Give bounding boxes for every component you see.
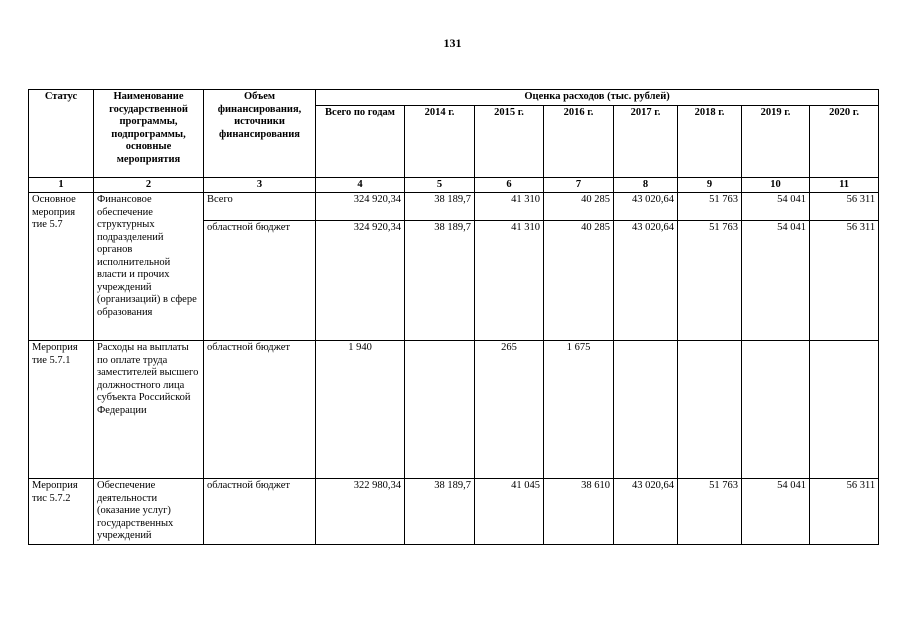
- header-year-2017: 2017 г.: [614, 105, 678, 177]
- row-value-2017: 43 020,64: [614, 221, 678, 341]
- row-name: Финансовое обеспечение структурных подразделений органов исполнительной власти и прочих учреждений (организаций) в сфере образования: [94, 193, 204, 341]
- column-number: 3: [204, 177, 316, 193]
- header-funding: Объем финансирования, источники финансирования: [204, 90, 316, 178]
- row-value-2018: 51 763: [678, 479, 742, 545]
- row-value-2014: 38 189,7: [405, 479, 475, 545]
- column-number: 4: [316, 177, 405, 193]
- row-value-2018: 51 763: [678, 193, 742, 221]
- header-status: Статус: [29, 90, 94, 178]
- row-value-2015: 265: [475, 341, 544, 479]
- table-row: [29, 193, 879, 221]
- row-value-2019: 54 041: [742, 221, 810, 341]
- column-number: 6: [475, 177, 544, 193]
- column-number: 1: [29, 177, 94, 193]
- header-name: Наименование государственной программы, подпрограммы, основные мероприятия: [94, 90, 204, 178]
- row-value-2016: 38 610: [544, 479, 614, 545]
- row-value-2020: [810, 341, 879, 479]
- table-row: [29, 479, 879, 545]
- row-value-2014: [405, 341, 475, 479]
- row-funding-source: Всего: [204, 193, 316, 221]
- row-value-2015: 41 045: [475, 479, 544, 545]
- row-value-2016: 40 285: [544, 193, 614, 221]
- row-value-2019: [742, 341, 810, 479]
- header-year-2018: 2018 г.: [678, 105, 742, 177]
- header-row: [29, 90, 879, 106]
- row-name: Обеспечение деятельности (оказание услуг) государственных учреждений: [94, 479, 204, 545]
- row-name: Расходы на выплаты по оплате труда заместителей высшего должностного лица субъекта Российской Федерации: [94, 341, 204, 479]
- table-row: [29, 341, 879, 479]
- row-value-2020: 56 311: [810, 193, 879, 221]
- row-status: Мероприя тис 5.7.2: [29, 479, 94, 545]
- row-value-2014: 38 189,7: [405, 193, 475, 221]
- row-value-2014: 38 189,7: [405, 221, 475, 341]
- header-year-2016: 2016 г.: [544, 105, 614, 177]
- column-number: 7: [544, 177, 614, 193]
- row-status: Мероприя тие 5.7.1: [29, 341, 94, 479]
- column-number: 9: [678, 177, 742, 193]
- row-value-2015: 41 310: [475, 221, 544, 341]
- column-number: 8: [614, 177, 678, 193]
- page-number: 131: [443, 36, 462, 50]
- row-funding-source: областной бюджет: [204, 341, 316, 479]
- row-value-2018: [678, 341, 742, 479]
- row-status: Основное мероприя тие 5.7: [29, 193, 94, 341]
- header-costs: Оценка расходов (тыс. рублей): [316, 90, 879, 106]
- header-year-2019: 2019 г.: [742, 105, 810, 177]
- row-funding-source: областной бюджет: [204, 221, 316, 341]
- row-value-2017: 43 020,64: [614, 193, 678, 221]
- column-number-row: [29, 177, 879, 193]
- column-number: 5: [405, 177, 475, 193]
- row-value-total: 324 920,34: [316, 221, 405, 341]
- row-value-2017: [614, 341, 678, 479]
- header-total: Всего по годам: [316, 105, 405, 177]
- row-value-2020: 56 311: [810, 221, 879, 341]
- column-number: 11: [810, 177, 879, 193]
- row-value-total: 324 920,34: [316, 193, 405, 221]
- row-value-total: 1 940: [316, 341, 405, 479]
- row-value-2019: 54 041: [742, 479, 810, 545]
- row-value-2020: 56 311: [810, 479, 879, 545]
- row-value-2017: 43 020,64: [614, 479, 678, 545]
- header-year-2015: 2015 г.: [475, 105, 544, 177]
- column-number: 2: [94, 177, 204, 193]
- header-year-2014: 2014 г.: [405, 105, 475, 177]
- row-value-2015: 41 310: [475, 193, 544, 221]
- row-funding-source: областной бюджет: [204, 479, 316, 545]
- row-value-total: 322 980,34: [316, 479, 405, 545]
- row-value-2019: 54 041: [742, 193, 810, 221]
- budget-table: [28, 89, 879, 545]
- row-value-2018: 51 763: [678, 221, 742, 341]
- header-year-2020: 2020 г.: [810, 105, 879, 177]
- row-value-2016: 40 285: [544, 221, 614, 341]
- column-number: 10: [742, 177, 810, 193]
- row-value-2016: 1 675: [544, 341, 614, 479]
